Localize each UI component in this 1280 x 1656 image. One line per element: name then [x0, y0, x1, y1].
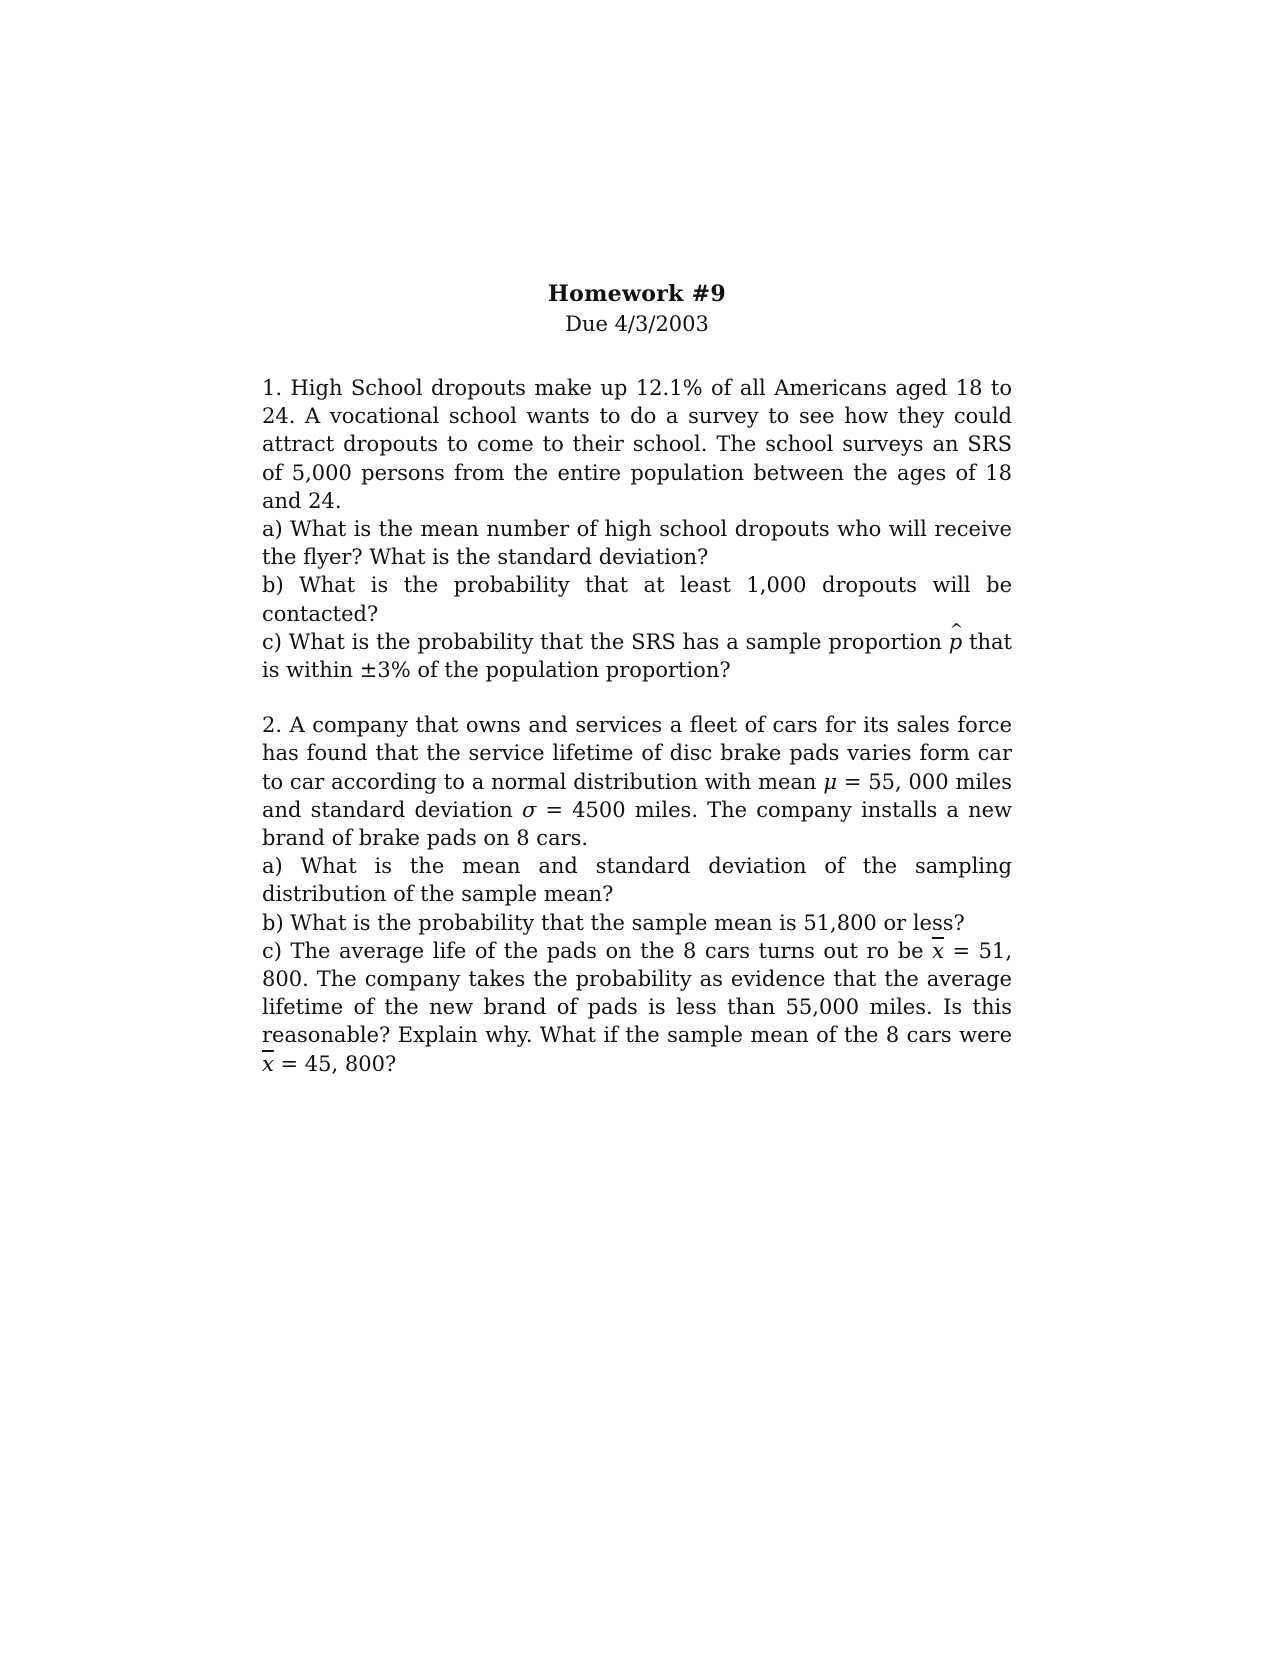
problem-2-intro-text-2: = 55, 000 miles and standard deviation: [262, 769, 1012, 822]
problem-1-part-c-text-2: that is within ±3% of the population proportion?: [262, 629, 1012, 683]
problem-1-part-a: a) What is the mean number of high school dropouts who will receive the flyer? What is the standard deviation?: [262, 517, 1012, 570]
document-header: [262, 280, 1012, 338]
problem-2-part-a: a) What is the mean and standard deviation of the sampling distribution of the sample mean?: [262, 854, 1012, 907]
problem-2-part-c-text-1: c) The average life of the pads on the 8 cars turns out ro be: [262, 938, 933, 963]
problem-2: [262, 711, 1012, 1078]
page-title: Homework #9: [548, 281, 726, 307]
problem-1-intro: 1. High School dropouts make up 12.1% of all Americans aged 18 to 24. A vocational school wants to do a survey to see how they could attract dropouts to come to their school. The school surveys an SRS of 5,000 persons from the entire population between the ages of 18 and 24.: [262, 376, 1012, 513]
x-bar-symbol: $\overline{x}$: [262, 1051, 274, 1076]
problem-2-intro-text-3: = 4500 miles. The company installs a new brand of brake pads on 8 cars.: [262, 797, 1012, 851]
problem-2-part-c: [262, 937, 1012, 1078]
sigma-symbol: σ: [521, 797, 537, 822]
problem-2-part-c-text-2: = 51, 800. The company takes the probability as evidence that the average lifetime of the new brand of pads is less than 55,000 miles. Is this reasonable? Explain why. What if the sample mean of the 8 cars were: [262, 938, 1013, 1048]
due-date: Due 4/3/2003: [565, 312, 709, 336]
problem-1: [262, 374, 1012, 684]
problem-1-part-c-text-1: c) What is the probability that the SRS has a sample proportion: [262, 629, 949, 654]
p-hat-symbol: ^ p: [949, 628, 962, 656]
x-bar-symbol: $\overline{x}$: [932, 938, 944, 963]
mu-symbol: μ: [823, 769, 837, 794]
problem-2-intro-text-1: 2. A company that owns and services a fleet of cars for its sales force has found that the service lifetime of disc brake pads varies form car to car according to a normal distribution with mean: [262, 713, 1012, 794]
problem-2-intro: [262, 711, 1012, 852]
problem-1-part-c: [262, 628, 1012, 684]
problem-2-part-c-text-3: = 45, 800?: [273, 1051, 397, 1076]
problem-1-part-b: b) What is the probability that at least 1,000 dropouts will be contacted?: [262, 573, 1012, 626]
homework-page: [262, 280, 1012, 1078]
problem-2-part-b: b) What is the probability that the sample mean is 51,800 or less?: [262, 910, 965, 935]
